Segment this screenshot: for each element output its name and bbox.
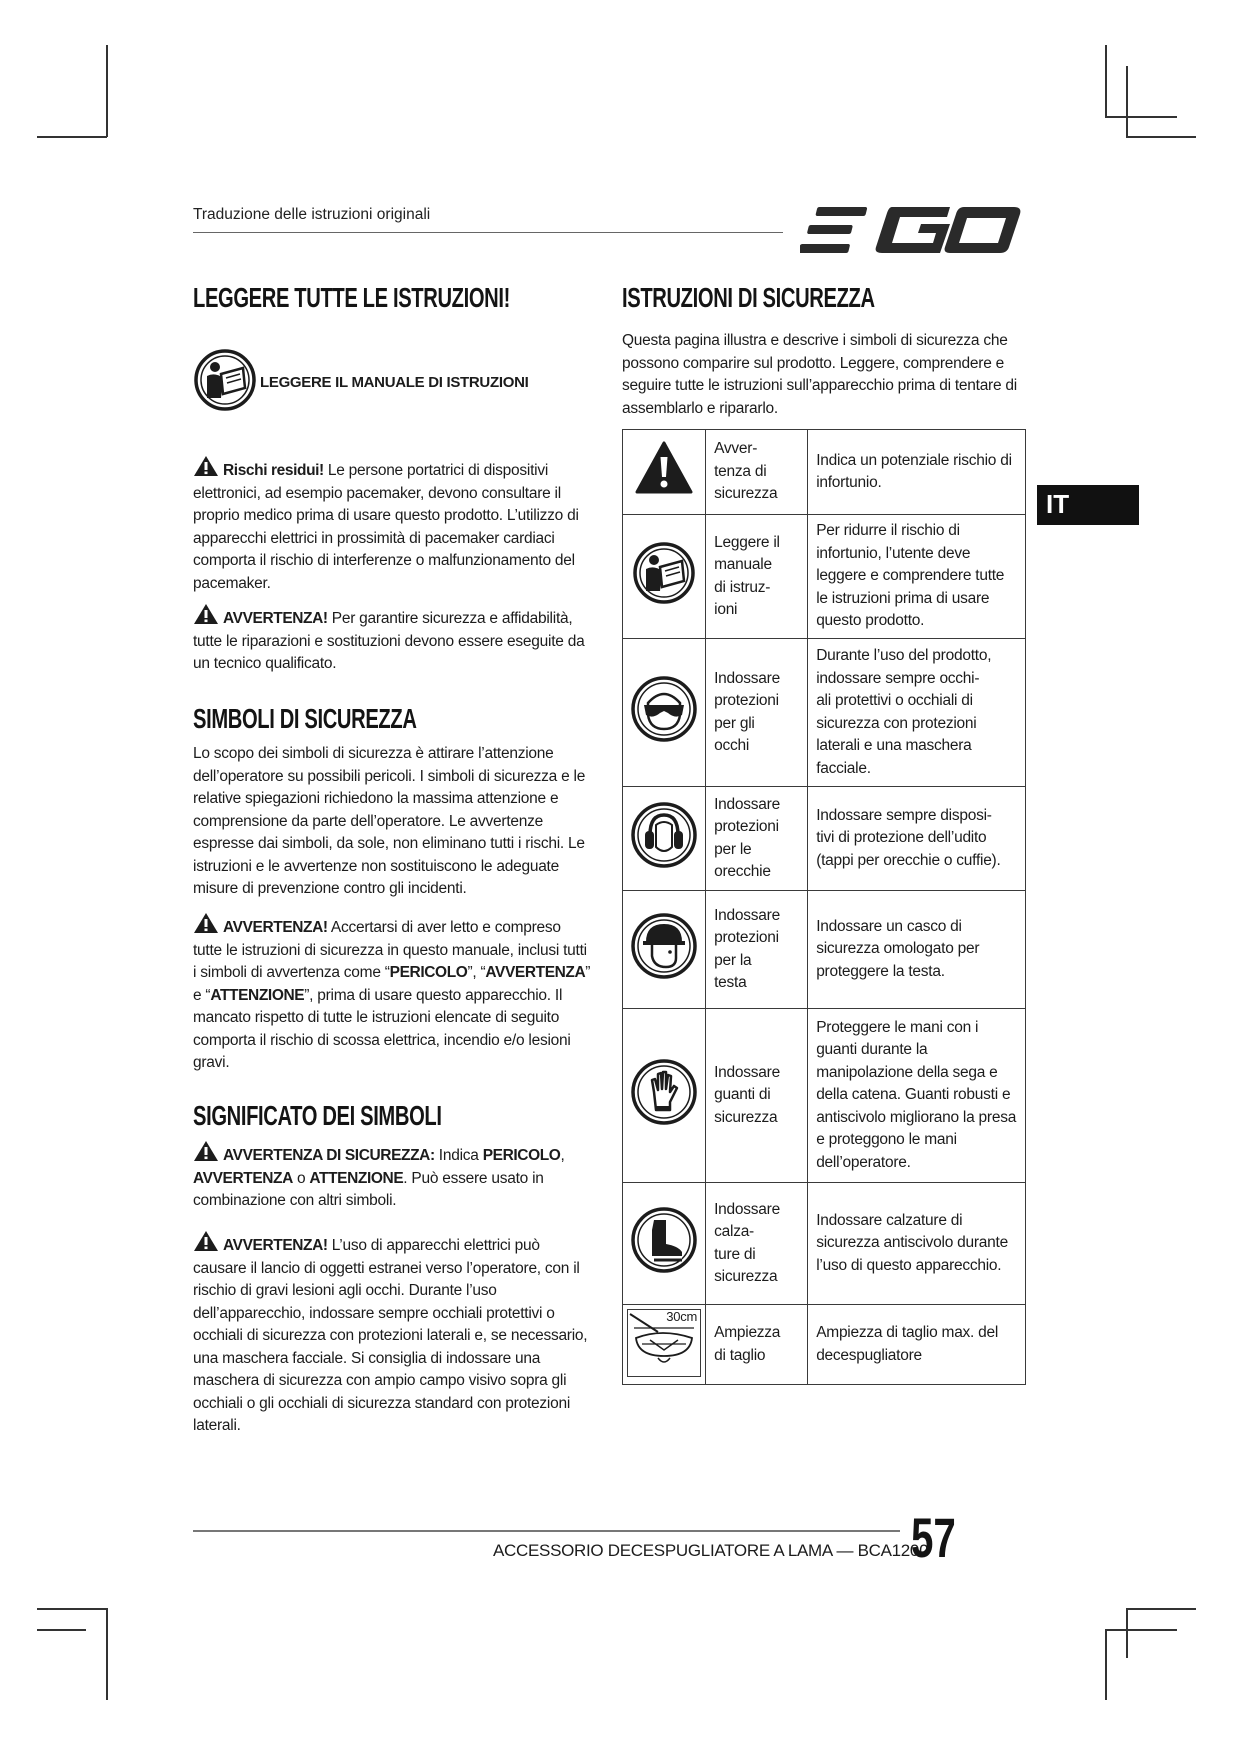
warning-triangle-icon — [193, 603, 219, 625]
symbol-name: Ampiezza di taglio — [706, 1305, 808, 1385]
warning-2-danger: PERICOLO — [389, 964, 468, 981]
footer-product-title: ACCESSORIO DECESPUGLIATORE A LAMA — BCA1200 — [493, 1541, 929, 1560]
symbol-description: Indica un potenziale rischio di infortunio. — [808, 430, 1026, 515]
safety-alert-warning: AVVERTENZA — [193, 1169, 293, 1187]
language-tab-label: IT — [1046, 489, 1070, 519]
symbol-description: Indossare un casco di sicurezza omologato per proteggere la testa. — [808, 891, 1026, 1009]
symbol-name: Indossare protezioni per le orecchie — [706, 787, 808, 891]
icon-cell — [623, 430, 706, 515]
crop-mark — [37, 1629, 86, 1631]
symbol-name: Indossare calza- ture di sicurezza — [706, 1183, 808, 1305]
symbol-name: Leggere il manuale di istruz- ioni — [706, 515, 808, 639]
language-tab — [1037, 485, 1139, 525]
symbol-name: Indossare guanti di sicurezza — [706, 1009, 808, 1183]
ego-logo-icon — [800, 205, 1025, 257]
table-row — [623, 639, 1026, 787]
residual-risk-text: Le persone portatrici di dispositivi elettronici, ad esempio pacemaker, devono consultare il proprio medico prima di usare questo prodotto. L’utilizzo di apparecchi elettrici in prossimità di pacemaker cardiaci comporta il rischio di interferenze o malfunzionamento del pacemaker. — [193, 462, 579, 592]
warning-triangle-icon — [193, 1140, 219, 1162]
crop-mark — [37, 136, 107, 138]
safety-alert-caution: ATTENZIONE — [309, 1169, 404, 1187]
warning-2-warning: AVVERTENZA — [485, 964, 586, 981]
warning-2-caution: ATTENZIONE — [210, 986, 305, 1004]
table-row — [623, 1305, 1026, 1385]
ear-protection-icon — [630, 801, 698, 869]
safety-alert-danger: PERICOLO — [482, 1147, 561, 1164]
crop-mark — [1105, 45, 1107, 117]
warning-triangle-icon — [634, 440, 694, 496]
icon-cell — [623, 787, 706, 891]
warning-2-strong: AVVERTENZA! — [223, 919, 328, 936]
table-row — [623, 515, 1026, 639]
read-manual-icon — [193, 348, 257, 412]
crop-mark — [106, 45, 108, 137]
icon-cell — [623, 515, 706, 639]
safety-instructions-intro: Questa pagina illustra e descrive i simboli di sicurezza che possono comparire sul prodotto. Leggere, comprendere e seguire tutte le istruzioni sull’apparecchio prima di tentare di assemblarlo e ripararlo. — [622, 332, 1017, 417]
safety-alert-paragraph — [193, 1140, 593, 1213]
warning-triangle-icon — [193, 1230, 219, 1252]
warning-paragraph-1 — [193, 603, 593, 676]
warning-paragraph-2 — [193, 912, 593, 1075]
crop-mark — [1105, 1629, 1107, 1700]
heading-safety-symbols: SIMBOLI DI SICUREZZA — [193, 703, 417, 734]
icon-cell — [623, 639, 706, 787]
crop-mark — [37, 1608, 107, 1610]
warning-2-text: ” e “ — [193, 964, 591, 1004]
table-row — [623, 1009, 1026, 1183]
cutting-width-label: 30cm — [666, 1309, 698, 1324]
cutting-width-frame — [627, 1309, 701, 1377]
crop-mark — [1126, 1608, 1128, 1658]
read-manual-row — [193, 348, 593, 416]
crop-mark — [1105, 116, 1177, 118]
residual-risk-strong: Rischi residui! — [223, 462, 324, 479]
residual-risk-paragraph — [193, 455, 593, 595]
warning-triangle-icon — [193, 912, 219, 934]
icon-cell — [623, 891, 706, 1009]
symbol-name: Indossare protezioni per la testa — [706, 891, 808, 1009]
gloves-icon — [630, 1058, 698, 1126]
footer-divider — [193, 1530, 900, 1532]
table-row — [623, 891, 1026, 1009]
eye-protection-icon — [630, 675, 698, 743]
safety-alert-strong: AVVERTENZA DI SICUREZZA: — [223, 1147, 435, 1164]
safety-boots-icon — [630, 1206, 698, 1274]
crop-mark — [1126, 66, 1128, 137]
header-title: Traduzione delle istruzioni originali — [193, 206, 431, 223]
page-number: 57 — [911, 1506, 956, 1569]
cutting-width-icon — [628, 1310, 700, 1376]
crop-mark — [1126, 1608, 1196, 1610]
warning-3-strong: AVVERTENZA! — [223, 1237, 328, 1254]
safety-alert-text: . Può essere usato in combinazione con altri simboli. — [193, 1169, 544, 1209]
icon-cell — [623, 1305, 706, 1385]
heading-safety-instructions: ISTRUZIONI DI SICUREZZA — [622, 282, 875, 313]
symbols-intro-paragraph: Lo scopo dei simboli di sicurezza è attirare l’attenzione dell’operatore su possibili pericoli. I simboli di sicurezza e le relative spiegazioni richiedono la massima attenzione e comprensione da parte dell’operatore. Le avvertenze espresse dai simboli, da sole, non eliminano tutti i rischi. Le istruzioni e le avvertenze non sostituiscono le adeguate misure di prevenzione contro gli incidenti. — [193, 745, 586, 897]
symbol-description: Indossare sempre disposi- tivi di protezione dell’udito (tappi per orecchie o cuffie). — [808, 787, 1026, 891]
safety-symbols-table — [622, 429, 1026, 1385]
icon-cell — [623, 1183, 706, 1305]
warning-3-text: L’uso di apparecchi elettrici può causare il lancio di oggetti estranei verso l’operatore, con il rischio di gravi lesioni agli occhi. Durante l’uso dell’apparecchio, indossare sempre occhiali protettivi o occhiali di sicurezza con protezioni laterali e, se necessario, una maschera facciale. Si consiglia di indossare una maschera di sicurezza con ampio campo visivo sopra gli occhiali o gli occhiali di sicurezza standard con protezioni laterali. — [193, 1237, 588, 1434]
read-manual-icon — [632, 541, 696, 605]
warning-paragraph-3 — [193, 1230, 593, 1438]
warning-triangle-icon — [193, 455, 219, 477]
symbol-description: Durante l’uso del prodotto, indossare sempre occhi- ali protettivi o occhiali di sicurezza con protezioni laterali e una maschera facciale. — [808, 639, 1026, 787]
head-protection-icon — [630, 912, 698, 980]
crop-mark — [1105, 1629, 1177, 1631]
read-manual-label: LEGGERE IL MANUALE DI ISTRUZIONI — [260, 374, 529, 391]
warning-1-text: Per garantire sicurezza e affidabilità, tutte le riparazioni e sostituzioni devono essere eseguite da un tecnico qualificato. — [193, 610, 585, 672]
icon-cell — [623, 1009, 706, 1183]
safety-alert-text: Indica — [434, 1147, 483, 1164]
warning-2-text: ”, prima di usare questo apparecchio. Il mancato rispetto di tutte le istruzioni elencate di seguito comporta il rischio di scossa elettrica, incendio e/o lesioni gravi. — [193, 986, 571, 1071]
table-row — [623, 430, 1026, 515]
warning-2-text: Accertarsi di aver letto e compreso tutte le istruzioni di sicurezza in questo manuale, inclusi tutti i simboli di avvertenza come “ — [193, 919, 587, 981]
symbol-description: Indossare calzature di sicurezza antiscivolo durante l’uso di questo apparecchio. — [808, 1183, 1026, 1305]
crop-mark — [1126, 136, 1196, 138]
table-row — [623, 1183, 1026, 1305]
crop-mark — [106, 1608, 108, 1700]
warning-2-text: ”, “ — [467, 964, 486, 981]
symbol-description: Per ridurre il rischio di infortunio, l’utente deve leggere e comprendere tutte le istruzioni prima di usare questo prodotto. — [808, 515, 1026, 639]
heading-read-all: LEGGERE TUTTE LE ISTRUZIONI! — [193, 282, 510, 313]
symbol-description: Ampiezza di taglio max. del decespugliatore — [808, 1305, 1026, 1385]
ego-logo — [800, 205, 1025, 257]
header-divider — [193, 232, 783, 233]
symbol-name: Indossare protezioni per gli occhi — [706, 639, 808, 787]
symbol-description: Proteggere le mani con i guanti durante la manipolazione della sega e della catena. Guanti robusti e antiscivolo migliorano la presa e proteggono le mani dell’operatore. — [808, 1009, 1026, 1183]
safety-alert-text: o — [292, 1169, 310, 1187]
symbol-name: Avver- tenza di sicurezza — [706, 430, 808, 515]
warning-1-strong: AVVERTENZA! — [223, 610, 328, 627]
safety-alert-text: , — [560, 1147, 565, 1164]
table-row — [623, 787, 1026, 891]
heading-symbol-meaning: SIGNIFICATO DEI SIMBOLI — [193, 1100, 442, 1131]
